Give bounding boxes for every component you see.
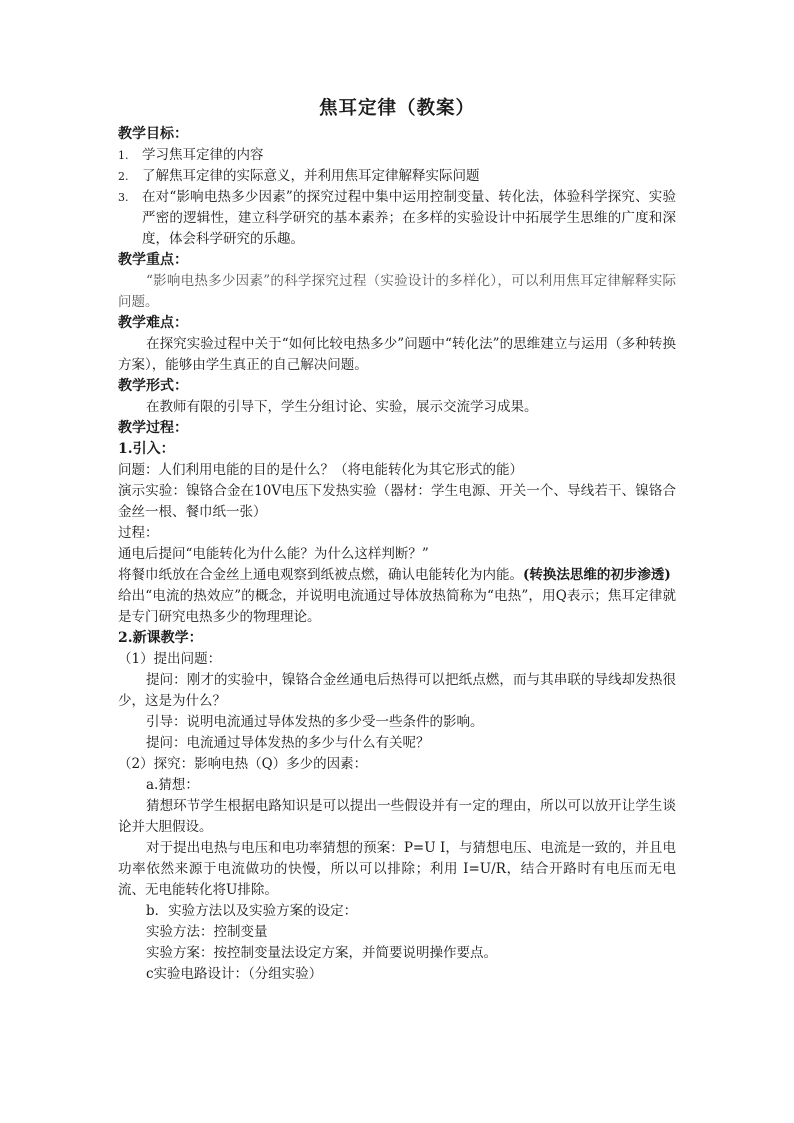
goal-text: 学习焦耳定律的内容: [142, 147, 264, 163]
form-heading: 教学形式：: [118, 378, 188, 394]
intro-step-2-text: 将餐巾纸放在合金丝上通电观察到纸被点燃，确认电能转化为内能。: [118, 567, 523, 583]
process-heading: 教学过程：: [118, 420, 188, 436]
new-lesson-heading: 2.新课教学：: [118, 630, 203, 646]
goal-item: [118, 187, 676, 250]
goal-text: 在对“影响电热多少因素”的探究过程中集中运用控制变量、转化法，体验科学探究、实验严密的逻辑性，建立科学研究的基本素养；在多样的实验设计中拓展学生思维的广度和深度，体会科学研究的乐趣。: [142, 189, 676, 247]
goal-item: [118, 145, 676, 166]
intro-step-2-bold: (转换法思维的初步渗透): [523, 567, 671, 583]
key-points-heading: 教学重点：: [118, 252, 188, 268]
goal-number: 3.: [118, 191, 129, 204]
goal-text: 了解焦耳定律的实际意义，并利用焦耳定律解释实际问题: [142, 168, 480, 184]
difficulties-text: 在探究实验过程中关于“如何比较电热多少”问题中“转化法”的思维建立与运用（多种转换方案），能够由学生真正的自己解决问题。: [118, 336, 676, 373]
lesson-plan-page: [118, 96, 676, 985]
goals-heading: 教学目标：: [118, 126, 188, 142]
difficulties-heading: 教学难点：: [118, 315, 188, 331]
question-2: 提问：电流通过导体发热的多少与什么有关呢？: [146, 735, 430, 751]
hypothesis-text: 猜想环节学生根据电路知识是可以提出一些假设并有一定的理由，所以可以放开让学生谈论并大胆假设。: [118, 798, 676, 835]
section-1-title: （1）提出问题：: [118, 651, 222, 667]
goal-item: [118, 166, 676, 187]
key-points-text: “影响电热多少因素”的科学探究过程（实验设计的多样化），可以利用焦耳定律解释实际问题。: [118, 273, 676, 310]
goal-number: 2.: [118, 170, 129, 183]
question-1: 提问：刚才的实验中，镍铬合金丝通电后热得可以把纸点燃，而与其串联的导线却发热很少，这是为什么？: [118, 672, 676, 709]
intro-process-label: 过程：: [118, 525, 159, 541]
plan-text: 实验方案：按控制变量法设定方案，并简要说明操作要点。: [146, 945, 497, 961]
intro-concept: 给出“电流的热效应”的概念，并说明电流通过导体放热简称为“电热”，用Q表示；焦耳定律就是专门研究电热多少的物理理论。: [118, 588, 676, 625]
intro-step-2: [118, 565, 676, 586]
method-text: 实验方法：控制变量: [146, 924, 268, 940]
intro-step-1: 通电后提问“电能转化为什么能？为什么这样判断？”: [118, 546, 429, 562]
intro-heading: 1.引入：: [118, 441, 175, 457]
hypothesis-text-2: 对于提出电热与电压和电功率猜想的预案：P=U I，与猜想电压、电流是一致的，并且电功率依然来源于电流做功的快慢，所以可以排除；利用 I=U/R，结合开路时有电压而无电流、无电能转化将U排除。: [118, 840, 676, 898]
page-title: 焦耳定律（教案）: [318, 98, 475, 119]
goal-number: 1.: [118, 149, 129, 162]
section-2-title: （2）探究：影响电热（Q）多少的因素：: [118, 756, 368, 772]
guide-text: 引导：说明电流通过导体发热的多少受一些条件的影响。: [146, 714, 484, 730]
hypothesis-label: a.猜想：: [146, 777, 199, 793]
form-text: 在教师有限的引导下，学生分组讨论、实验，展示交流学习成果。: [146, 399, 538, 415]
intro-demo: 演示实验：镍铬合金在10V电压下发热实验（器材：学生电源、开关一个、导线若干、镍铬合金丝一根、餐巾纸一张）: [118, 483, 676, 520]
intro-question: 问题：人们利用电能的目的是什么？（将电能转化为其它形式的能）: [118, 462, 523, 478]
circuit-design-label: c实验电路设计：（分组实验）: [146, 966, 323, 982]
method-label: b．实验方法以及实验方案的设定：: [146, 903, 358, 919]
